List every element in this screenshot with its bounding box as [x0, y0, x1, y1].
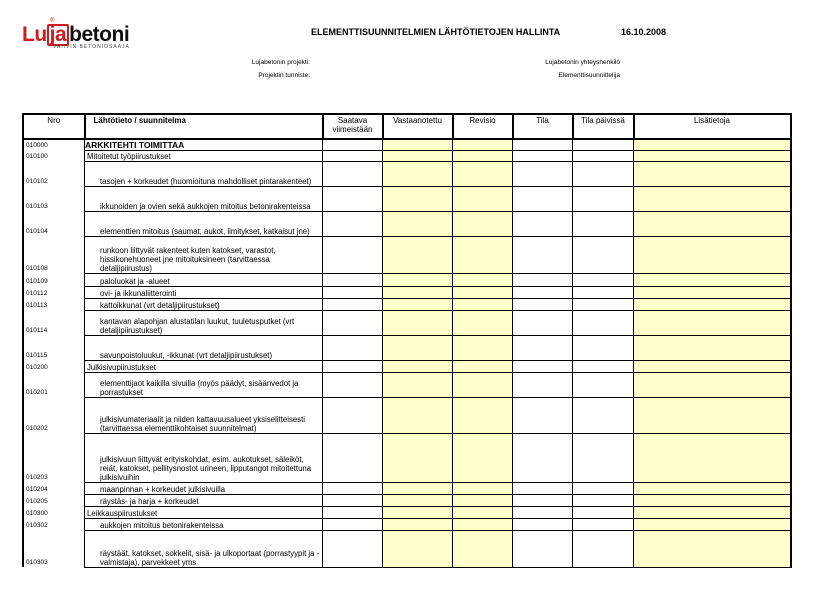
row-number: 010203: [23, 433, 85, 482]
saatava-cell[interactable]: [323, 494, 383, 506]
vastaanotettu-cell[interactable]: [383, 506, 453, 518]
table-row: [23, 139, 791, 150]
saatava-cell[interactable]: [323, 150, 383, 161]
tila-cell[interactable]: [513, 372, 573, 397]
table-header: [23, 114, 791, 139]
vastaanotettu-cell[interactable]: [383, 360, 453, 372]
table-row: [23, 236, 791, 273]
row-number: 010114: [23, 310, 85, 335]
tila-cell[interactable]: [513, 433, 573, 482]
lisatietoja-cell[interactable]: [634, 273, 791, 286]
row-description: savunpoistoluukut, -ikkunat (vrt detaljipiirustukset): [85, 335, 323, 360]
tila-paivissa-cell[interactable]: [573, 494, 634, 506]
revisio-cell[interactable]: [453, 150, 513, 161]
project-id-label: Projektin tunniste:: [258, 72, 310, 79]
tila-cell[interactable]: [513, 286, 573, 298]
revisio-cell[interactable]: [453, 433, 513, 482]
revisio-cell[interactable]: [453, 335, 513, 360]
row-description: elementtien mitoitus (saumat, aukot, limitykset, katkaisut jne): [85, 211, 323, 236]
col-revisio: Revisio: [453, 114, 513, 139]
tila-cell[interactable]: [513, 310, 573, 335]
tila-cell[interactable]: [513, 211, 573, 236]
vastaanotettu-cell[interactable]: [383, 186, 453, 211]
revisio-cell[interactable]: [453, 236, 513, 273]
col-saatava: Saatava viimeistään: [323, 114, 383, 139]
saatava-cell[interactable]: [323, 518, 383, 530]
table-row: [23, 310, 791, 335]
tila-cell[interactable]: [513, 506, 573, 518]
saatava-cell[interactable]: [323, 482, 383, 494]
lisatietoja-cell[interactable]: [634, 494, 791, 506]
tila-cell[interactable]: [513, 530, 573, 567]
tila-cell[interactable]: [513, 335, 573, 360]
revisio-cell[interactable]: [453, 298, 513, 310]
tila-cell[interactable]: [513, 139, 573, 150]
col-tila-paivissa: Tila päivissä: [573, 114, 634, 139]
saatava-cell[interactable]: [323, 211, 383, 236]
table-row: [23, 335, 791, 360]
saatava-cell[interactable]: [323, 360, 383, 372]
table-row: [23, 397, 791, 433]
row-description: aukkojen mitoitus betonirakenteissa: [85, 518, 323, 530]
row-description: ovi- ja ikkunaliitterointi: [85, 286, 323, 298]
tila-paivissa-cell[interactable]: [573, 286, 634, 298]
document-title: ELEMENTTISUUNNITELMIEN LÄHTÖTIETOJEN HALLINTA: [311, 27, 561, 37]
row-description: maanpinnan + korkeudet julkisivuilla: [85, 482, 323, 494]
table-row: [23, 273, 791, 286]
vastaanotettu-cell[interactable]: [383, 298, 453, 310]
lisatietoja-cell[interactable]: [634, 236, 791, 273]
row-number: 010300: [23, 506, 85, 518]
revisio-cell[interactable]: [453, 161, 513, 186]
row-number: 010303: [23, 530, 85, 567]
row-description: ARKKITEHTI TOIMITTAA: [85, 139, 323, 150]
row-description: tasojen + korkeudet (huomioituna mahdolliset pintarakenteet): [85, 161, 323, 186]
row-description: paloluokat ja -alueet: [85, 273, 323, 286]
vastaanotettu-cell[interactable]: [383, 310, 453, 335]
row-description: räystäs- ja harja + korkeudet: [85, 494, 323, 506]
lisatietoja-cell[interactable]: [634, 482, 791, 494]
revisio-cell[interactable]: [453, 186, 513, 211]
logo-ja-box: ja: [47, 24, 70, 46]
col-lisatietoja: Lisätietoja: [634, 114, 791, 139]
tila-paivissa-cell[interactable]: [573, 397, 634, 433]
tila-paivissa-cell[interactable]: [573, 335, 634, 360]
tila-cell[interactable]: [513, 360, 573, 372]
table-row: [23, 360, 791, 372]
vastaanotettu-cell[interactable]: [383, 372, 453, 397]
logo-tagline: VAHVIN BETONIOSAAJA: [53, 44, 130, 50]
lisatietoja-cell[interactable]: [634, 518, 791, 530]
source-data-table: [22, 113, 792, 568]
revisio-cell[interactable]: [453, 286, 513, 298]
tila-cell[interactable]: [513, 150, 573, 161]
lisatietoja-cell[interactable]: [634, 397, 791, 433]
vastaanotettu-cell[interactable]: [383, 433, 453, 482]
row-description: kattoikkunat (vrt detaljipiirustukset): [85, 298, 323, 310]
table-row: [23, 482, 791, 494]
lisatietoja-cell[interactable]: [634, 161, 791, 186]
row-number: 010200: [23, 360, 85, 372]
vastaanotettu-cell[interactable]: [383, 236, 453, 273]
table-row: [23, 518, 791, 530]
tila-paivissa-cell[interactable]: [573, 211, 634, 236]
row-number: 010100: [23, 150, 85, 161]
row-number: 010109: [23, 273, 85, 286]
vastaanotettu-cell[interactable]: [383, 530, 453, 567]
tila-cell[interactable]: [513, 186, 573, 211]
tila-cell[interactable]: [513, 482, 573, 494]
tila-cell[interactable]: [513, 161, 573, 186]
revisio-cell[interactable]: [453, 518, 513, 530]
tila-cell[interactable]: [513, 236, 573, 273]
lisatietoja-cell[interactable]: [634, 433, 791, 482]
tila-cell[interactable]: [513, 494, 573, 506]
tila-paivissa-cell[interactable]: [573, 236, 634, 273]
table-row: [23, 286, 791, 298]
col-nro: Nro: [23, 114, 85, 139]
saatava-cell[interactable]: [323, 506, 383, 518]
saatava-cell[interactable]: [323, 139, 383, 150]
saatava-cell[interactable]: [323, 372, 383, 397]
table-row: [23, 372, 791, 397]
tila-paivissa-cell[interactable]: [573, 161, 634, 186]
logo-betoni: betoni: [69, 23, 130, 46]
saatava-cell[interactable]: [323, 433, 383, 482]
row-number: 010000: [23, 139, 85, 150]
row-number: 010108: [23, 236, 85, 273]
row-description: Julkisivupiirustukset: [85, 360, 323, 372]
row-description: räystäät, katokset, sokkelit, sisä- ja ulkoportaat (porrastyypit ja -valmistaja), parvekkeet yms: [85, 530, 323, 567]
row-number: 010104: [23, 211, 85, 236]
saatava-cell[interactable]: [323, 397, 383, 433]
lisatietoja-cell[interactable]: [634, 372, 791, 397]
saatava-cell[interactable]: [323, 286, 383, 298]
tila-paivissa-cell[interactable]: [573, 506, 634, 518]
lisatietoja-cell[interactable]: [634, 186, 791, 211]
tila-paivissa-cell[interactable]: [573, 273, 634, 286]
vastaanotettu-cell[interactable]: [383, 482, 453, 494]
revisio-cell[interactable]: [453, 211, 513, 236]
registered-mark: ®: [50, 18, 55, 24]
row-number: 010103: [23, 186, 85, 211]
row-number: 010204: [23, 482, 85, 494]
vastaanotettu-cell[interactable]: [383, 286, 453, 298]
tila-paivissa-cell[interactable]: [573, 372, 634, 397]
tila-paivissa-cell[interactable]: [573, 482, 634, 494]
row-description: julkisivuun liittyvät erityiskohdat, esim. aukotukset, säleiköt, reiät, katokset, pellitysnostot urineen, lipputangot mitoitettuna julkisivuihin: [85, 433, 323, 482]
vastaanotettu-cell[interactable]: [383, 150, 453, 161]
revisio-cell[interactable]: [453, 494, 513, 506]
row-description: ikkunoiden ja ovien sekä aukkojen mitoitus betonirakenteissa: [85, 186, 323, 211]
saatava-cell[interactable]: [323, 161, 383, 186]
revisio-cell[interactable]: [453, 530, 513, 567]
row-number: 010102: [23, 161, 85, 186]
revisio-cell[interactable]: [453, 482, 513, 494]
tila-paivissa-cell[interactable]: [573, 310, 634, 335]
lisatietoja-cell[interactable]: [634, 310, 791, 335]
lisatietoja-cell[interactable]: [634, 211, 791, 236]
row-description: julkisivumateriaalit ja niiden kattavuusalueet yksiselitteisesti (tarvittaessa elementtikohtaiset suunnitelmat): [85, 397, 323, 433]
lujabetoni-logo: [22, 18, 152, 50]
table-row: [23, 186, 791, 211]
row-description: elementtijaot kaikilla sivuilla (myös päädyt, sisäänvedot ja porrastukset: [85, 372, 323, 397]
row-number: 010112: [23, 286, 85, 298]
vastaanotettu-cell[interactable]: [383, 518, 453, 530]
revisio-cell[interactable]: [453, 372, 513, 397]
row-number: 010201: [23, 372, 85, 397]
revisio-cell[interactable]: [453, 506, 513, 518]
vastaanotettu-cell[interactable]: [383, 335, 453, 360]
row-description: kantavan alapohjan alustatilan luukut, tuuletusputket (vrt detaljipiirustukset): [85, 310, 323, 335]
table-row: [23, 433, 791, 482]
col-lahtotieto: Lähtötieto / suunnitelma: [85, 114, 323, 139]
saatava-cell[interactable]: [323, 273, 383, 286]
table-row: [23, 530, 791, 567]
vastaanotettu-cell[interactable]: [383, 494, 453, 506]
logo-wordmark: [22, 24, 152, 46]
row-number: 010302: [23, 518, 85, 530]
document-date: 16.10.2008: [621, 27, 667, 37]
row-number: 010115: [23, 335, 85, 360]
col-vastaanotettu: Vastaanotettu: [383, 114, 453, 139]
vastaanotettu-cell[interactable]: [383, 211, 453, 236]
tila-paivissa-cell[interactable]: [573, 139, 634, 150]
row-description: runkoon liittyvät rakenteet kuten katokset, varastot, hissikonehuoneet jne mitoituksineen (tarvittaessa detaljipiirustus): [85, 236, 323, 273]
lisatietoja-cell[interactable]: [634, 530, 791, 567]
table-row: [23, 494, 791, 506]
revisio-cell[interactable]: [453, 360, 513, 372]
saatava-cell[interactable]: [323, 298, 383, 310]
tila-paivissa-cell[interactable]: [573, 298, 634, 310]
lisatietoja-cell[interactable]: [634, 150, 791, 161]
revisio-cell[interactable]: [453, 273, 513, 286]
lisatietoja-cell[interactable]: [634, 506, 791, 518]
revisio-cell[interactable]: [453, 310, 513, 335]
col-tila: Tila: [513, 114, 573, 139]
row-number: 010113: [23, 298, 85, 310]
tila-cell[interactable]: [513, 397, 573, 433]
tila-paivissa-cell[interactable]: [573, 530, 634, 567]
table-row: [23, 161, 791, 186]
vastaanotettu-cell[interactable]: [383, 161, 453, 186]
logo-luja: Lu: [22, 23, 47, 46]
vastaanotettu-cell[interactable]: [383, 139, 453, 150]
tila-paivissa-cell[interactable]: [573, 433, 634, 482]
tila-cell[interactable]: [513, 298, 573, 310]
contact-person-label: Lujabetonin yhteyshenkilö: [545, 59, 620, 66]
tila-paivissa-cell[interactable]: [573, 150, 634, 161]
element-designer-label: Elementtisuunnittelija: [558, 72, 620, 79]
lisatietoja-cell[interactable]: [634, 286, 791, 298]
table-row: [23, 506, 791, 518]
table-body: [23, 139, 791, 567]
tila-paivissa-cell[interactable]: [573, 186, 634, 211]
row-description: Leikkauspiirustukset: [85, 506, 323, 518]
saatava-cell[interactable]: [323, 530, 383, 567]
row-number: 010205: [23, 494, 85, 506]
saatava-cell[interactable]: [323, 236, 383, 273]
tila-cell[interactable]: [513, 518, 573, 530]
table-row: [23, 298, 791, 310]
tila-paivissa-cell[interactable]: [573, 518, 634, 530]
lisatietoja-cell[interactable]: [634, 335, 791, 360]
lisatietoja-cell[interactable]: [634, 360, 791, 372]
lisatietoja-cell[interactable]: [634, 298, 791, 310]
tila-cell[interactable]: [513, 273, 573, 286]
revisio-cell[interactable]: [453, 397, 513, 433]
table-row: [23, 211, 791, 236]
saatava-cell[interactable]: [323, 335, 383, 360]
vastaanotettu-cell[interactable]: [383, 273, 453, 286]
tila-paivissa-cell[interactable]: [573, 360, 634, 372]
vastaanotettu-cell[interactable]: [383, 397, 453, 433]
row-number: 010202: [23, 397, 85, 433]
saatava-cell[interactable]: [323, 186, 383, 211]
revisio-cell[interactable]: [453, 139, 513, 150]
saatava-cell[interactable]: [323, 310, 383, 335]
project-label: Lujabetonin projekti:: [251, 59, 310, 66]
row-description: Mitoitetut työpiirustukset: [85, 150, 323, 161]
table-row: [23, 150, 791, 161]
lisatietoja-cell[interactable]: [634, 139, 791, 150]
